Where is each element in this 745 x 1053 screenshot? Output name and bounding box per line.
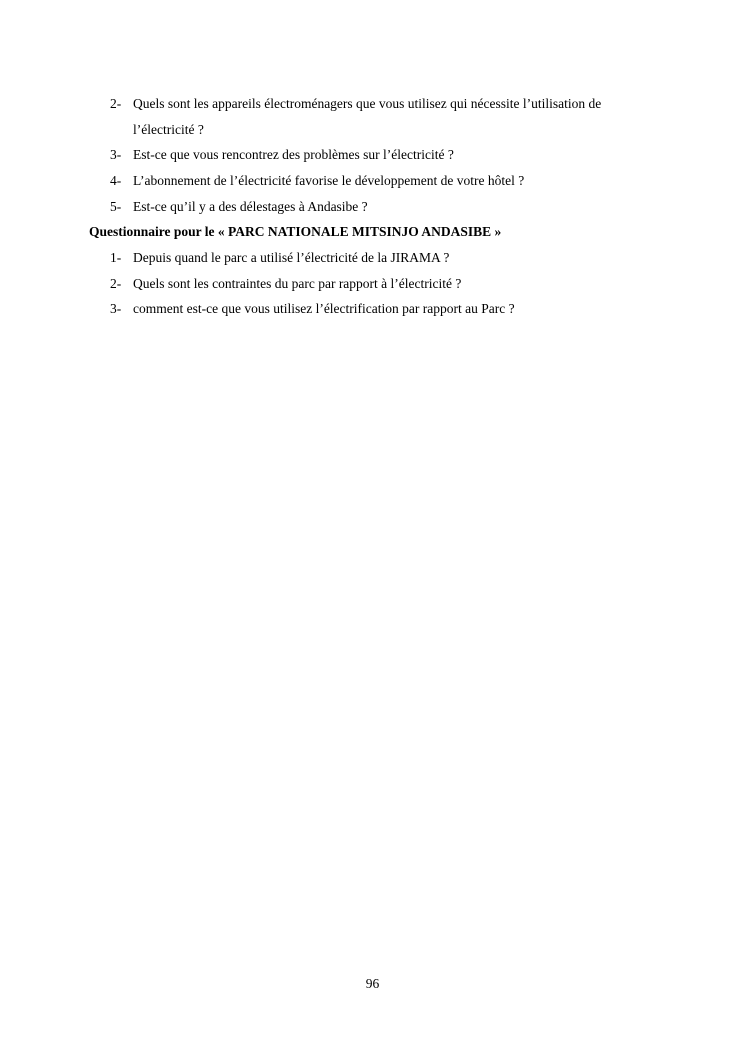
list-item	[0, 245, 745, 271]
question-text: Est-ce que vous rencontrez des problèmes sur l’électricité ?	[133, 147, 454, 163]
hotel-question-list	[0, 91, 745, 220]
question-text: Est-ce qu’il y a des délestages à Andasibe ?	[133, 198, 368, 214]
question-text: Depuis quand le parc a utilisé l’électricité de la JIRAMA ?	[133, 250, 450, 265]
list-item	[0, 271, 745, 297]
question-number: 3-	[110, 147, 122, 163]
page-number: 96	[365, 976, 380, 991]
question-text: Quels sont les contraintes du parc par rapport à l’électricité ?	[133, 275, 462, 291]
list-item	[0, 296, 745, 322]
question-text: L’abonnement de l’électricité favorise le développement de votre hôtel ?	[133, 173, 525, 189]
question-number: 3-	[110, 301, 122, 317]
question-text: Quels sont les appareils électroménagers que vous utilisez qui nécessite l’utilisation de l’électricité ?	[133, 96, 602, 137]
question-number: 5-	[110, 198, 122, 214]
list-item	[0, 194, 745, 220]
section-title: Questionnaire pour le « PARC NATIONALE MITSINJO ANDASIBE »	[89, 224, 502, 239]
list-item	[0, 142, 745, 168]
list-item	[0, 91, 745, 142]
question-number: 4-	[110, 173, 122, 189]
question-number: 1-	[110, 250, 122, 265]
question-number: 2-	[110, 96, 122, 111]
question-text: comment est-ce que vous utilisez l’électrification par rapport au Parc ?	[133, 301, 515, 317]
parc-question-list	[0, 245, 745, 322]
question-number: 2-	[110, 275, 122, 291]
list-item	[0, 168, 745, 194]
